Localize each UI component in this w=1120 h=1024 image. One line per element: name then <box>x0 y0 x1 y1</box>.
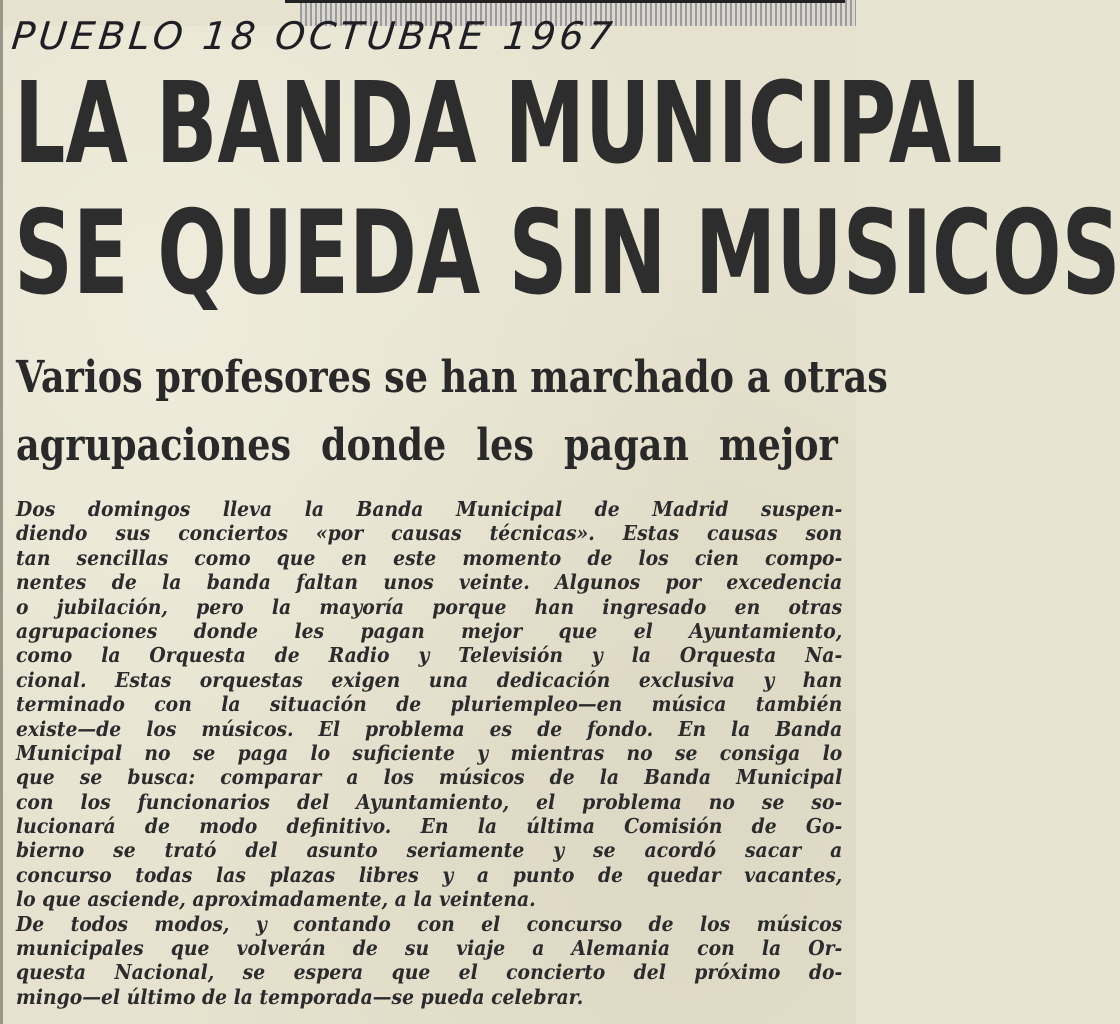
clipping-left-edge <box>0 0 3 1024</box>
article-body-line-text: mingo—el último de la temporada—se pueda celebrar. <box>16 984 584 1009</box>
article-body-line-text: cional. Estas orquestas exigen una dedicación exclusiva y han <box>16 667 843 692</box>
article-body-line <box>16 960 842 984</box>
article-body-line <box>16 765 842 789</box>
article-body-line <box>16 912 842 936</box>
article-body-line-text: como la Orquesta de Radio y Televisión y la Orquesta Na- <box>16 643 843 668</box>
article-body-line <box>16 497 842 521</box>
article-body-line <box>16 790 842 814</box>
article-body <box>16 497 842 1009</box>
article-body-line <box>16 717 842 741</box>
article-body-line <box>16 838 842 862</box>
article-body-line-text: con los funcionarios del Ayuntamiento, el problema no se so- <box>16 789 843 814</box>
article-body-line <box>16 887 842 911</box>
article-body-line <box>16 619 842 643</box>
article-body-line <box>16 863 842 887</box>
headline-line-1: LA BANDA MUNICIPAL <box>14 59 1003 189</box>
article-body-line-text: lo que asciende, aproximadamente, a la veintena. <box>16 887 536 912</box>
article-body-line <box>16 570 842 594</box>
article-body-line <box>16 546 842 570</box>
article-body-line <box>16 521 842 545</box>
handwritten-source-date: PUEBLO 18 OCTUBRE 1967 <box>9 14 619 58</box>
article-body-line <box>16 741 842 765</box>
article-body-line-text: agrupaciones donde les pagan mejor que el Ayuntamiento, <box>16 618 843 643</box>
article-body-line-text: lucionará de modo definitivo. En la última Comisión de Go- <box>16 814 843 839</box>
article-body-line-text: que se busca: comparar a los músicos de la Banda Municipal <box>16 765 843 790</box>
article-body-line-text: municipales que volverán de su viaje a Alemania con la Or- <box>16 936 843 961</box>
article-body-line-text: questa Nacional, se espera que el concierto del próximo do- <box>16 960 843 985</box>
subheadline-line-2: agrupaciones donde les pagan mejor <box>16 420 838 471</box>
article-body-line-text: De todos modos, y contando con el concurso de los músicos <box>16 911 843 936</box>
top-border-line <box>285 0 845 3</box>
article-body-line-text: existe—de los músicos. El problema es de fondo. En la Banda <box>16 716 843 741</box>
headline-line-2: SE QUEDA SIN MUSICOS <box>14 186 1120 321</box>
article-body-line-text: bierno se trató del asunto seriamente y se acordó sacar a <box>16 838 843 863</box>
article-body-line-text: concurso todas las plazas libres y a punto de quedar vacantes, <box>16 862 843 887</box>
article-body-line-text: nentes de la banda faltan unos veinte. Algunos por excedencia <box>16 570 843 595</box>
article-body-line-text: Municipal no se paga lo suficiente y mientras no se consiga lo <box>16 740 843 765</box>
article-body-line <box>16 814 842 838</box>
article-body-line-text: tan sencillas como que en este momento de los cien compo- <box>16 545 843 570</box>
article-body-line <box>16 985 842 1009</box>
article-body-line <box>16 692 842 716</box>
article-body-line-text: Dos domingos lleva la Banda Municipal de Madrid suspen- <box>16 497 843 521</box>
article-body-line <box>16 668 842 692</box>
article-body-line-text: o jubilación, pero la mayoría porque han ingresado en otras <box>16 594 843 619</box>
article-body-line <box>16 595 842 619</box>
article-body-line-text: diendo sus conciertos «por causas técnicas». Estas causas son <box>16 521 843 546</box>
article-body-line <box>16 643 842 667</box>
subheadline-line-1: Varios profesores se han marchado a otras <box>16 352 888 403</box>
article-body-line-text: terminado con la situación de pluriempleo—en música también <box>16 692 843 717</box>
article-body-line <box>16 936 842 960</box>
